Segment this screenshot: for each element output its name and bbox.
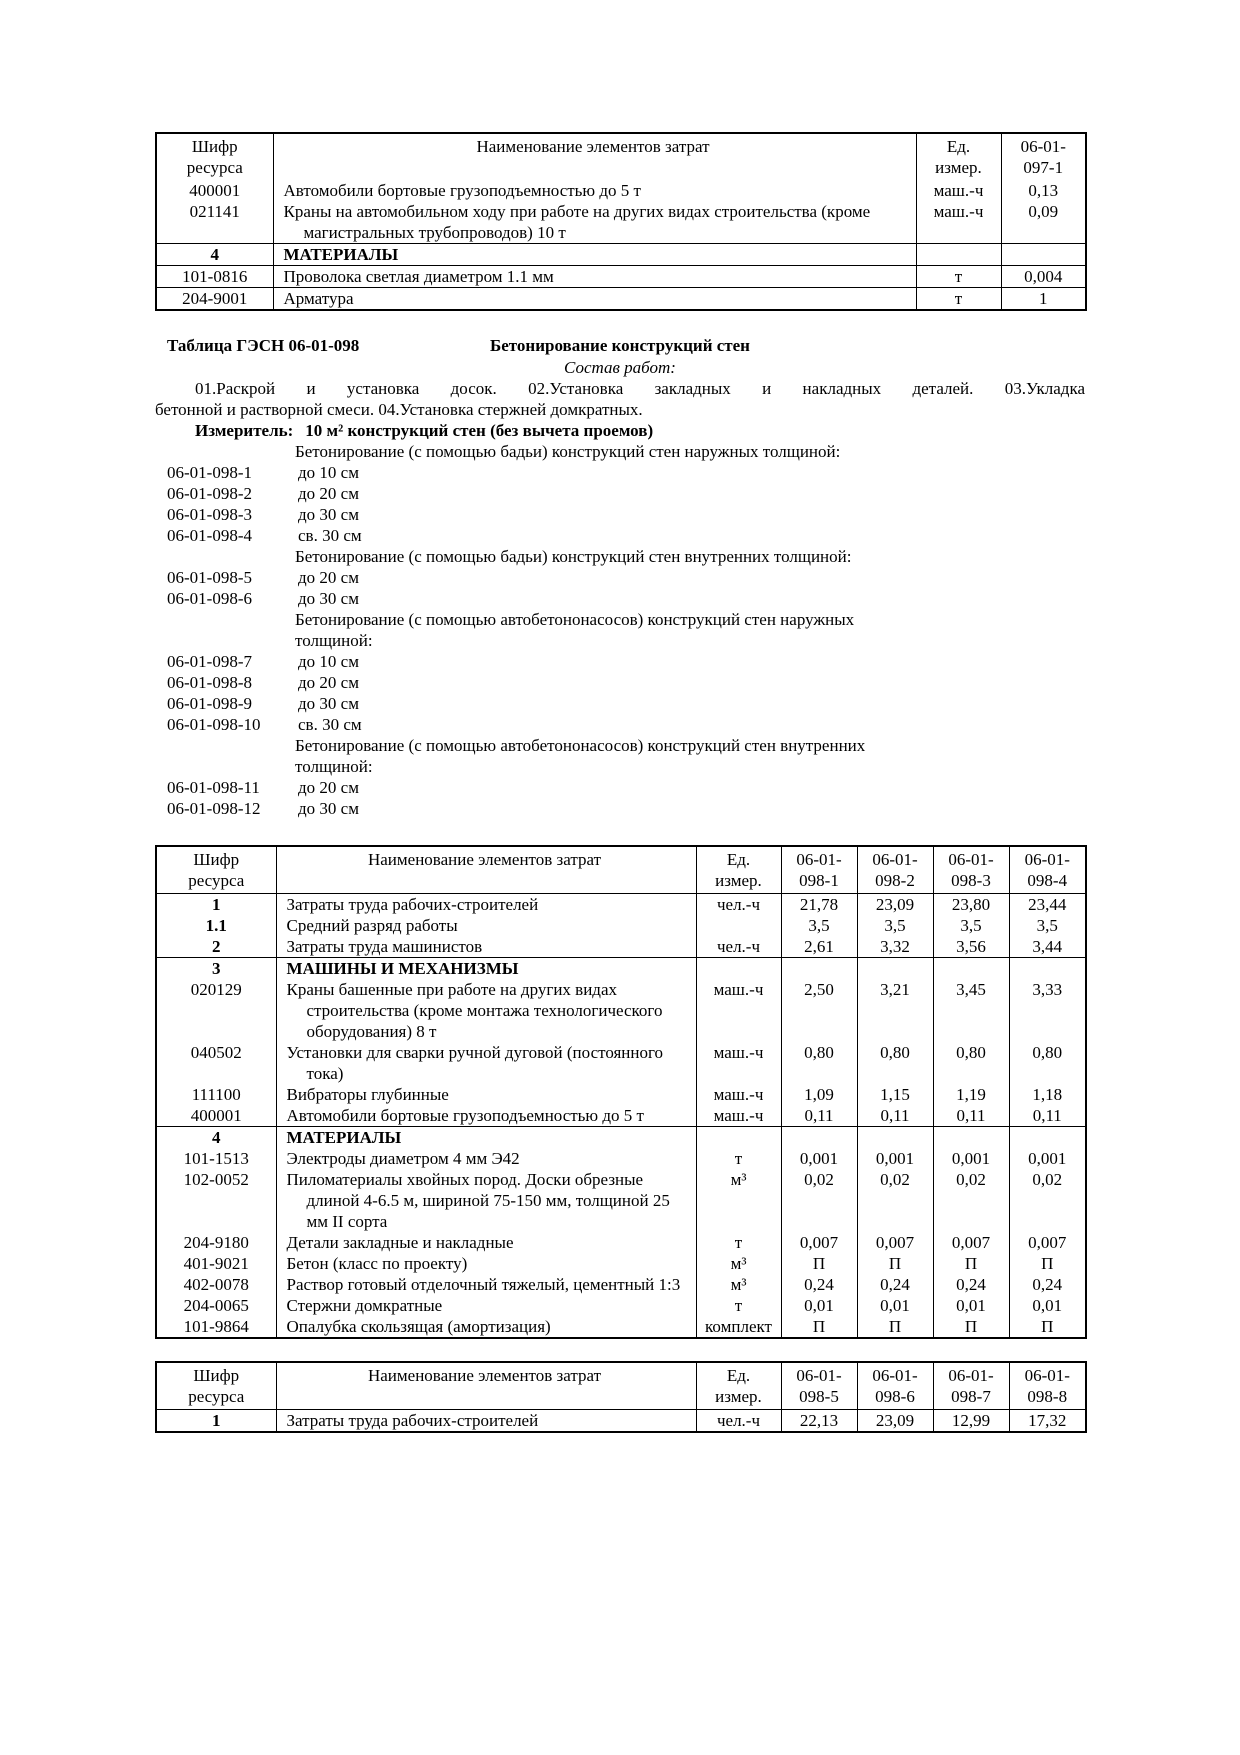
row-value: 1: [1001, 288, 1086, 311]
norm-item: [155, 693, 1085, 714]
table-row: [156, 1274, 1086, 1295]
row-unit: т: [916, 288, 1001, 311]
row-value: 0,11: [1009, 1105, 1086, 1127]
row-name: Краны башенные при работе на других видах строительства (кроме монтажа технологического оборудования) 8 т: [276, 979, 696, 1042]
norm-item: [155, 483, 1085, 504]
row-value: [933, 1127, 1009, 1149]
row-unit: т: [916, 266, 1001, 288]
header-norm-code: 06-01- 098-3: [933, 846, 1009, 894]
cost-table-098-5-8: [155, 1361, 1087, 1433]
row-value: 3,5: [1009, 915, 1086, 936]
norm-item-desc: до 20 см: [298, 568, 359, 587]
table-row: [156, 1127, 1086, 1149]
row-code: 040502: [156, 1042, 276, 1084]
row-value: 0,007: [781, 1232, 857, 1253]
norm-item-code: 06-01-098-3: [167, 505, 252, 524]
row-unit: т: [696, 1148, 781, 1169]
row-unit: т: [696, 1295, 781, 1316]
row-value: [857, 1127, 933, 1149]
row-code: 402-0078: [156, 1274, 276, 1295]
norm-item: [155, 777, 1085, 798]
row-value: 0,02: [933, 1169, 1009, 1232]
table-row: [156, 894, 1086, 916]
row-value: 1,09: [781, 1084, 857, 1105]
table-row: [156, 180, 1086, 201]
row-name: Установки для сварки ручной дуговой (постоянного тока): [276, 1042, 696, 1084]
row-value: 0,11: [857, 1105, 933, 1127]
table-row: [156, 936, 1086, 958]
row-name: Затраты труда рабочих-строителей: [276, 894, 696, 916]
header-norm-code: 06-01- 098-1: [781, 846, 857, 894]
row-unit: маш.-ч: [696, 979, 781, 1042]
row-unit: м³: [696, 1274, 781, 1295]
measure-text: 10 м² конструкций стен (без вычета проемов): [305, 421, 654, 440]
norm-item-code: 06-01-098-8: [167, 673, 252, 692]
row-value: 3,5: [933, 915, 1009, 936]
row-name: Бетон (класс по проекту): [276, 1253, 696, 1274]
row-value: П: [933, 1316, 1009, 1338]
table-header-row: [156, 133, 1086, 180]
row-value: 0,02: [781, 1169, 857, 1232]
row-unit: маш.-ч: [696, 1084, 781, 1105]
row-value: 0,001: [857, 1148, 933, 1169]
table-header-row: [156, 1362, 1086, 1410]
norm-group-header: Бетонирование (с помощью бадьи) конструкций стен внутренних толщиной:: [295, 547, 852, 566]
row-value: 0,001: [1009, 1148, 1086, 1169]
norm-item: [155, 525, 1085, 546]
norm-item-desc: до 30 см: [298, 799, 359, 818]
row-code: 4: [156, 244, 273, 266]
row-code: 3: [156, 958, 276, 980]
row-value: 0,01: [857, 1295, 933, 1316]
row-unit: маш.-ч: [916, 180, 1001, 201]
row-value: 0,02: [857, 1169, 933, 1232]
norm-item-code: 06-01-098-5: [167, 568, 252, 587]
norm-item-desc: св. 30 см: [298, 715, 362, 734]
table-row: [156, 1316, 1086, 1338]
row-unit: чел.-ч: [696, 894, 781, 916]
table-098-heading: [155, 335, 1085, 357]
row-name: Автомобили бортовые грузоподъемностью до 5 т: [273, 180, 916, 201]
norm-item-desc: св. 30 см: [298, 526, 362, 545]
table-row: [156, 1410, 1086, 1433]
norm-item-desc: до 20 см: [298, 484, 359, 503]
row-name: Средний разряд работы: [276, 915, 696, 936]
header-name: Наименование элементов затрат: [276, 1362, 696, 1410]
row-value: 3,45: [933, 979, 1009, 1042]
row-value: 23,80: [933, 894, 1009, 916]
row-unit: чел.-ч: [696, 1410, 781, 1433]
row-code: 020129: [156, 979, 276, 1042]
table-row: [156, 201, 1086, 244]
norm-list: [155, 441, 1085, 819]
row-code: 102-0052: [156, 1169, 276, 1232]
norm-item-code: 06-01-098-6: [167, 589, 252, 608]
row-name: Проволока светлая диаметром 1.1 мм: [273, 266, 916, 288]
norm-item-code: 06-01-098-10: [167, 715, 261, 734]
header-norm-code: 06-01- 098-4: [1009, 846, 1086, 894]
row-unit: маш.-ч: [696, 1042, 781, 1084]
row-value: 3,5: [857, 915, 933, 936]
row-value: 0,80: [857, 1042, 933, 1084]
row-value: [1009, 958, 1086, 980]
row-value: 12,99: [933, 1410, 1009, 1433]
row-value: [1009, 1127, 1086, 1149]
table-row: [156, 958, 1086, 980]
row-value: 22,13: [781, 1410, 857, 1433]
norm-item-desc: до 30 см: [298, 694, 359, 713]
row-name: Пиломатериалы хвойных пород. Доски обрезные длиной 4-6.5 м, шириной 75-150 мм, толщиной 25 мм II сорта: [276, 1169, 696, 1232]
row-unit: маш.-ч: [916, 201, 1001, 244]
row-value: П: [1009, 1316, 1086, 1338]
header-norm-code: 06-01- 097-1: [1001, 133, 1086, 180]
row-name: Опалубка скользящая (амортизация): [276, 1316, 696, 1338]
header-code: Шифр ресурса: [156, 846, 276, 894]
table-row: [156, 915, 1086, 936]
row-value: [933, 958, 1009, 980]
row-value: 21,78: [781, 894, 857, 916]
row-value: 2,50: [781, 979, 857, 1042]
header-name: Наименование элементов затрат: [276, 846, 696, 894]
row-value: 0,80: [933, 1042, 1009, 1084]
norm-group-header: Бетонирование (с помощью бадьи) конструкций стен наружных толщиной:: [295, 442, 841, 461]
row-value: П: [857, 1316, 933, 1338]
table-row: [156, 244, 1086, 266]
row-value: 0,24: [857, 1274, 933, 1295]
measure-label: Измеритель:: [195, 421, 294, 440]
measure-line: [155, 420, 1085, 441]
table-row: [156, 1232, 1086, 1253]
norm-group-header: Бетонирование (с помощью автобетононасосов) конструкций стен наружных толщиной:: [295, 610, 855, 650]
row-value: 0,007: [933, 1232, 1009, 1253]
header-norm-code: 06-01- 098-8: [1009, 1362, 1086, 1410]
norm-item-code: 06-01-098-2: [167, 484, 252, 503]
row-code: 204-0065: [156, 1295, 276, 1316]
table-098-title: Бетонирование конструкций стен: [490, 336, 750, 355]
row-value: П: [781, 1253, 857, 1274]
row-value: 3,21: [857, 979, 933, 1042]
header-norm-code: 06-01- 098-5: [781, 1362, 857, 1410]
row-code: 1.1: [156, 915, 276, 936]
row-value: 1,18: [1009, 1084, 1086, 1105]
row-value: 23,44: [1009, 894, 1086, 916]
row-value: 0,004: [1001, 266, 1086, 288]
row-unit: маш.-ч: [696, 1105, 781, 1127]
header-norm-code: 06-01- 098-2: [857, 846, 933, 894]
header-unit: Ед. измер.: [696, 1362, 781, 1410]
norm-item-code: 06-01-098-1: [167, 463, 252, 482]
row-value: П: [1009, 1253, 1086, 1274]
table-row: [156, 266, 1086, 288]
norm-item-code: 06-01-098-9: [167, 694, 252, 713]
row-code: 101-9864: [156, 1316, 276, 1338]
row-value: [1001, 244, 1086, 266]
norm-item-desc: до 20 см: [298, 778, 359, 797]
row-value: 0,001: [781, 1148, 857, 1169]
row-value: 3,32: [857, 936, 933, 958]
row-code: 400001: [156, 180, 273, 201]
row-value: 0,13: [1001, 180, 1086, 201]
row-unit: т: [696, 1232, 781, 1253]
table-row: [156, 1148, 1086, 1169]
header-unit: Ед. измер.: [696, 846, 781, 894]
composition-line: 01.Раскрой и установка досок. 02.Установка закладных и накладных деталей. 03.Укладка: [195, 379, 1085, 398]
norm-item-code: 06-01-098-7: [167, 652, 252, 671]
row-name: Краны на автомобильном ходу при работе на других видах строительства (кроме магистральных трубопроводов) 10 т: [273, 201, 916, 244]
header-code: Шифр ресурса: [156, 133, 273, 180]
row-value: П: [781, 1316, 857, 1338]
norm-item: [155, 567, 1085, 588]
row-value: 0,007: [857, 1232, 933, 1253]
row-value: [857, 958, 933, 980]
norm-item-desc: до 30 см: [298, 589, 359, 608]
norm-item: [155, 651, 1085, 672]
cost-table-098-1-4: [155, 845, 1087, 1339]
row-value: 1,19: [933, 1084, 1009, 1105]
row-unit: [696, 958, 781, 980]
row-name: Затраты труда рабочих-строителей: [276, 1410, 696, 1433]
norm-item: [155, 504, 1085, 525]
row-name: Вибраторы глубинные: [276, 1084, 696, 1105]
header-norm-code: 06-01- 098-7: [933, 1362, 1009, 1410]
row-unit: чел.-ч: [696, 936, 781, 958]
row-code: 111100: [156, 1084, 276, 1105]
row-value: 0,02: [1009, 1169, 1086, 1232]
norm-item: [155, 672, 1085, 693]
row-name: Электроды диаметром 4 мм Э42: [276, 1148, 696, 1169]
row-value: 0,11: [781, 1105, 857, 1127]
row-value: [781, 958, 857, 980]
row-value: 23,09: [857, 894, 933, 916]
norm-group-header: Бетонирование (с помощью автобетононасосов) конструкций стен внутренних толщиной:: [295, 736, 866, 776]
row-code: 021141: [156, 201, 273, 244]
row-value: 3,44: [1009, 936, 1086, 958]
row-name: МАТЕРИАЛЫ: [273, 244, 916, 266]
norm-item: [155, 798, 1085, 819]
norm-item-desc: до 10 см: [298, 652, 359, 671]
table-row: [156, 1042, 1086, 1084]
row-value: 2,61: [781, 936, 857, 958]
row-unit: комплект: [696, 1316, 781, 1338]
row-value: 0,24: [1009, 1274, 1086, 1295]
table-row: [156, 1084, 1086, 1105]
norm-item: [155, 462, 1085, 483]
table-header-row: [156, 846, 1086, 894]
table-row: [156, 1295, 1086, 1316]
header-unit: Ед. измер.: [916, 133, 1001, 180]
row-value: П: [933, 1253, 1009, 1274]
row-code: 4: [156, 1127, 276, 1149]
row-value: 0,01: [1009, 1295, 1086, 1316]
row-value: 0,09: [1001, 201, 1086, 244]
row-value: 3,56: [933, 936, 1009, 958]
norm-item-code: 06-01-098-11: [167, 778, 260, 797]
row-unit: м³: [696, 1253, 781, 1274]
composition-line: бетонной и растворной смеси. 04.Установка стержней домкратных.: [155, 400, 643, 419]
row-value: 23,09: [857, 1410, 933, 1433]
norm-item-desc: до 10 см: [298, 463, 359, 482]
row-code: 101-1513: [156, 1148, 276, 1169]
row-name: Стержни домкратные: [276, 1295, 696, 1316]
norm-item-code: 06-01-098-4: [167, 526, 252, 545]
row-value: 3,5: [781, 915, 857, 936]
row-value: 0,80: [781, 1042, 857, 1084]
header-name: Наименование элементов затрат: [273, 133, 916, 180]
row-value: 3,33: [1009, 979, 1086, 1042]
row-name: Арматура: [273, 288, 916, 311]
row-unit: [696, 1127, 781, 1149]
row-value: 1,15: [857, 1084, 933, 1105]
table-row: [156, 979, 1086, 1042]
row-code: 2: [156, 936, 276, 958]
norm-item-code: 06-01-098-12: [167, 799, 261, 818]
table-row: [156, 1105, 1086, 1127]
header-norm-code: 06-01- 098-6: [857, 1362, 933, 1410]
row-code: 204-9001: [156, 288, 273, 311]
row-value: 0,01: [933, 1295, 1009, 1316]
table-row: [156, 1253, 1086, 1274]
row-unit: [696, 915, 781, 936]
row-code: 1: [156, 894, 276, 916]
row-value: [781, 1127, 857, 1149]
norm-item-desc: до 20 см: [298, 673, 359, 692]
composition-label: Состав работ:: [564, 358, 676, 377]
row-value: 0,80: [1009, 1042, 1086, 1084]
row-value: 0,01: [781, 1295, 857, 1316]
row-name: Детали закладные и накладные: [276, 1232, 696, 1253]
row-unit: м³: [696, 1169, 781, 1232]
row-unit: [916, 244, 1001, 266]
row-name: МАШИНЫ И МЕХАНИЗМЫ: [276, 958, 696, 980]
header-code: Шифр ресурса: [156, 1362, 276, 1410]
row-code: 101-0816: [156, 266, 273, 288]
table-row: [156, 288, 1086, 311]
row-value: 0,001: [933, 1148, 1009, 1169]
norm-item: [155, 714, 1085, 735]
cost-table-097: [155, 132, 1087, 311]
row-value: 0,24: [781, 1274, 857, 1295]
row-value: 17,32: [1009, 1410, 1086, 1433]
row-name: Затраты труда машинистов: [276, 936, 696, 958]
row-value: 0,007: [1009, 1232, 1086, 1253]
row-value: 0,11: [933, 1105, 1009, 1127]
table-row: [156, 1169, 1086, 1232]
row-value: 0,24: [933, 1274, 1009, 1295]
row-code: 401-9021: [156, 1253, 276, 1274]
norm-item: [155, 588, 1085, 609]
row-code: 1: [156, 1410, 276, 1433]
norm-item-desc: до 30 см: [298, 505, 359, 524]
table-098-label: Таблица ГЭСН 06-01-098: [167, 336, 360, 355]
row-value: П: [857, 1253, 933, 1274]
composition-paragraph: [155, 378, 1085, 420]
row-name: Раствор готовый отделочный тяжелый, цементный 1:3: [276, 1274, 696, 1295]
row-code: 204-9180: [156, 1232, 276, 1253]
row-code: 400001: [156, 1105, 276, 1127]
row-name: МАТЕРИАЛЫ: [276, 1127, 696, 1149]
row-name: Автомобили бортовые грузоподъемностью до 5 т: [276, 1105, 696, 1127]
